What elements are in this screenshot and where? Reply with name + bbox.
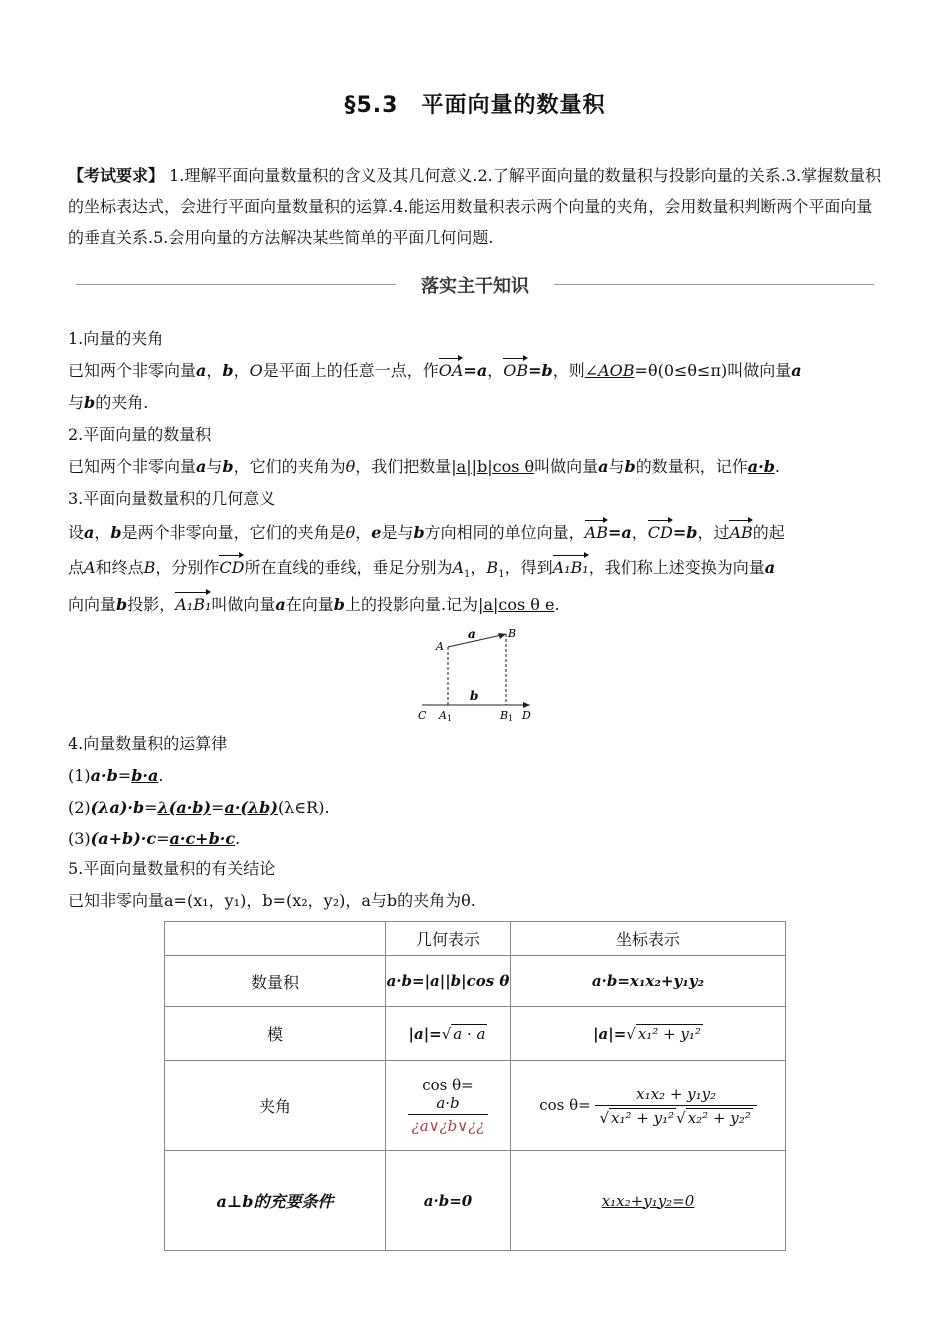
text: 已知两个非零向量 [68,457,197,476]
text: 点 [68,558,85,577]
text: 的数量积，记作 [635,457,748,476]
vector-a: a [791,361,802,380]
text: (1) [68,766,91,785]
section-header: 落实主干知识 [421,276,529,297]
table-header [165,922,386,956]
table-row [165,1151,786,1251]
projection-formula: |a|cos θ e [478,595,555,614]
vector-a: a [275,595,286,614]
s3-line2 [68,556,883,587]
text: 投影， [127,595,176,614]
label-B1-sub: 1 [508,714,514,723]
formula: |a|= [593,1025,627,1043]
fraction [408,1094,489,1135]
row-name: a⊥b的充要条件 [165,1151,386,1251]
text: =b [672,523,698,542]
text: 与 [68,393,85,412]
formula: a·c+b·c [169,829,236,848]
coord-cell: a·b=x₁x₂+y₁y₂ [511,956,786,1007]
point-O: O [249,361,263,380]
row-name: 模 [165,1007,386,1061]
s3-line1 [68,521,883,545]
label-A1: A [439,709,447,722]
rule-2 [68,796,883,820]
requirements-tag: 【考试要求】 [68,166,165,185]
text: ， [94,523,111,542]
vector-a: a [764,558,776,577]
text: ，它们的夹角为 [233,457,346,476]
row-name: 夹角 [165,1061,386,1151]
requirements-text: 1.理解平面向量数量积的含义及其几何意义.2.了解平面向量的数量积与投影向量的关系.3.掌握数量积的坐标表达式，会进行平面向量数量积的运算.4.能运用数量积表示两个向量的夹角，会用数量积判断两个平面向量的垂直关系.5.会用向量的方法解决某些简单的平面几何问题. [68,166,882,247]
text: 设 [68,523,85,542]
text: = [211,798,225,817]
rule-3 [68,827,883,851]
text: ，我们称上述变换为向量 [588,558,765,577]
formula: (λa)·b [90,798,145,817]
sqrt-icon: √ [441,1025,452,1043]
text: . [324,798,330,817]
formula: |a|= [408,1025,442,1043]
section-divider [76,272,874,298]
text: . [235,829,241,848]
text: 叫做向量 [534,457,599,476]
text: 是两个非零向量，它们的夹角是 [121,523,346,542]
table-row [165,1007,786,1061]
vector-CD: CD [219,556,244,580]
text: . [158,766,164,785]
vector-a: a [84,523,95,542]
vector-b: b [84,393,96,412]
table-row [165,956,786,1007]
geo-cell [386,1061,511,1151]
label-A: A [436,640,444,653]
formula: (a+b)·c [90,829,157,848]
arrow-head-a [498,633,506,639]
text: ，过 [697,523,730,542]
text: 的起 [752,523,785,542]
text: 是平面上的任意一点，作 [262,361,439,380]
vector-CD: CD [648,521,673,545]
point-A: A [84,558,96,577]
coord-cell [511,1061,786,1151]
heading-4: 4.向量数量积的运算律 [68,734,228,753]
angle-range: =θ(0≤θ≤π) [634,361,728,380]
formula: x₂² + y₂² [687,1108,751,1127]
subscript: 1 [498,569,505,581]
text: 叫做向量 [727,361,792,380]
text: ， [233,361,250,380]
page-title: §5.3 平面向量的数量积 [344,93,606,118]
projection-figure [410,620,550,725]
vector-OA: OA [439,359,464,383]
geo-cell [386,1007,511,1061]
formula: cos θ= [539,1095,591,1114]
sqrt-icon: √ [626,1025,636,1043]
label-a: a [468,627,476,641]
dot-product-notation: a·b [747,457,775,476]
text: 所在直线的垂线，垂足分别为 [244,558,453,577]
text: 与 [608,457,625,476]
vector-a: a [196,361,207,380]
text: ， [206,361,223,380]
coord-cell [511,1007,786,1061]
table-row [165,1061,786,1151]
point-B1: B [486,558,499,577]
text: ， [631,523,648,542]
numerator: x₁x₂ + y₁y₂ [636,1084,717,1103]
text: ， [487,361,504,380]
text: = [144,798,158,817]
row-name: 数量积 [165,956,386,1007]
formula: b·a [131,766,159,785]
s1-line1 [68,359,883,383]
text: = [117,766,132,785]
theta: θ [345,523,356,542]
text: = [156,829,170,848]
vector-A1B1: A₁B₁ [175,593,211,617]
dot-product-formula: |a||b|cos θ [451,457,535,476]
s1-line2 [68,391,883,415]
label-A1-sub: 1 [447,714,453,723]
point-B: B [143,558,156,577]
text: ， [355,523,372,542]
rule-1 [68,764,883,788]
point-A1: A [452,558,465,577]
text: ，分别作 [155,558,220,577]
formula: a·b [90,766,118,785]
text: 方向相同的单位向量， [424,523,585,542]
geo-cell: a·b=0 [386,1151,511,1251]
vector-b: b [222,361,234,380]
vector-AB: AB [729,521,752,545]
heading-1: 1.向量的夹角 [68,329,164,348]
label-C: C [418,709,427,722]
text: ， [470,558,487,577]
s5-intro: 已知非零向量a=(x₁，y₁)，b=(x₂，y₂)，a与b的夹角为θ. [68,891,476,910]
vector-b: b [333,595,345,614]
text: 在向量 [285,595,334,614]
text: ，则 [552,361,585,380]
s2-line1 [68,455,883,479]
text: 向向量 [68,595,117,614]
s3-line3 [68,593,883,617]
text: 上的投影向量.记为 [344,595,479,614]
numerator: a·b [436,1094,460,1112]
angle-AOB: ∠AOB [584,361,635,380]
fraction [595,1085,756,1127]
label-B1: B [500,709,509,722]
label-b: b [470,689,479,703]
vector-b: b [413,523,425,542]
text: =b [528,361,553,380]
text: (3) [68,829,91,848]
formula: cos θ= [422,1076,474,1094]
geo-cell: a·b=|a||b|cos θ [386,956,511,1007]
theta: θ [345,457,356,476]
vector-AB: AB [585,521,608,545]
vector-OB: OB [503,359,528,383]
table-header: 几何表示 [386,922,511,956]
text: 已知两个非零向量 [68,361,197,380]
segment-AB [448,634,506,647]
formula: x₁² + y₁² [611,1108,675,1127]
sqrt-icon: √ [599,1108,610,1127]
vector-b: b [110,523,122,542]
text: . [554,595,560,614]
text: 叫做向量 [211,595,276,614]
text: . [774,457,780,476]
vector-b: b [116,595,128,614]
label-D: D [522,709,531,722]
text: 和终点 [95,558,144,577]
vector-a: a [598,457,609,476]
heading-3: 3.平面向量数量积的几何意义 [68,489,276,508]
conclusions-table [164,921,786,1251]
formula: x₁² + y₁² [637,1025,701,1043]
formula: λ(a·b) [157,798,212,817]
text: =a [463,361,488,380]
heading-2: 2.平面向量的数量积 [68,425,212,444]
subscript: 1 [464,569,471,581]
unit-vector-e: e [371,523,382,542]
label-B: B [508,627,517,640]
vector-a: a [196,457,207,476]
sqrt-icon: √ [676,1108,686,1127]
coord-cell: x₁x₂+y₁y₂=0 [511,1151,786,1251]
formula: a · a [453,1025,486,1043]
text: =a [607,523,632,542]
text: 是与 [381,523,414,542]
exam-requirements [68,160,883,253]
arrow-head-b [523,702,530,708]
vector-A1B1: A₁B₁ [553,556,589,580]
denominator [595,1105,756,1127]
text: 的夹角. [95,393,149,412]
table-header-row [165,922,786,956]
text: (2) [68,798,91,817]
formula: a·(λb) [224,798,278,817]
heading-5: 5.平面向量数量积的有关结论 [68,859,276,878]
denominator: ¿a∨¿b∨¿¿ [408,1114,489,1135]
text: ，我们把数量 [355,457,452,476]
text: ，得到 [504,558,553,577]
table-header: 坐标表示 [511,922,786,956]
vector-b: b [624,457,636,476]
vector-b: b [222,457,234,476]
text: (λ∈R) [277,798,325,817]
text: 与 [206,457,223,476]
